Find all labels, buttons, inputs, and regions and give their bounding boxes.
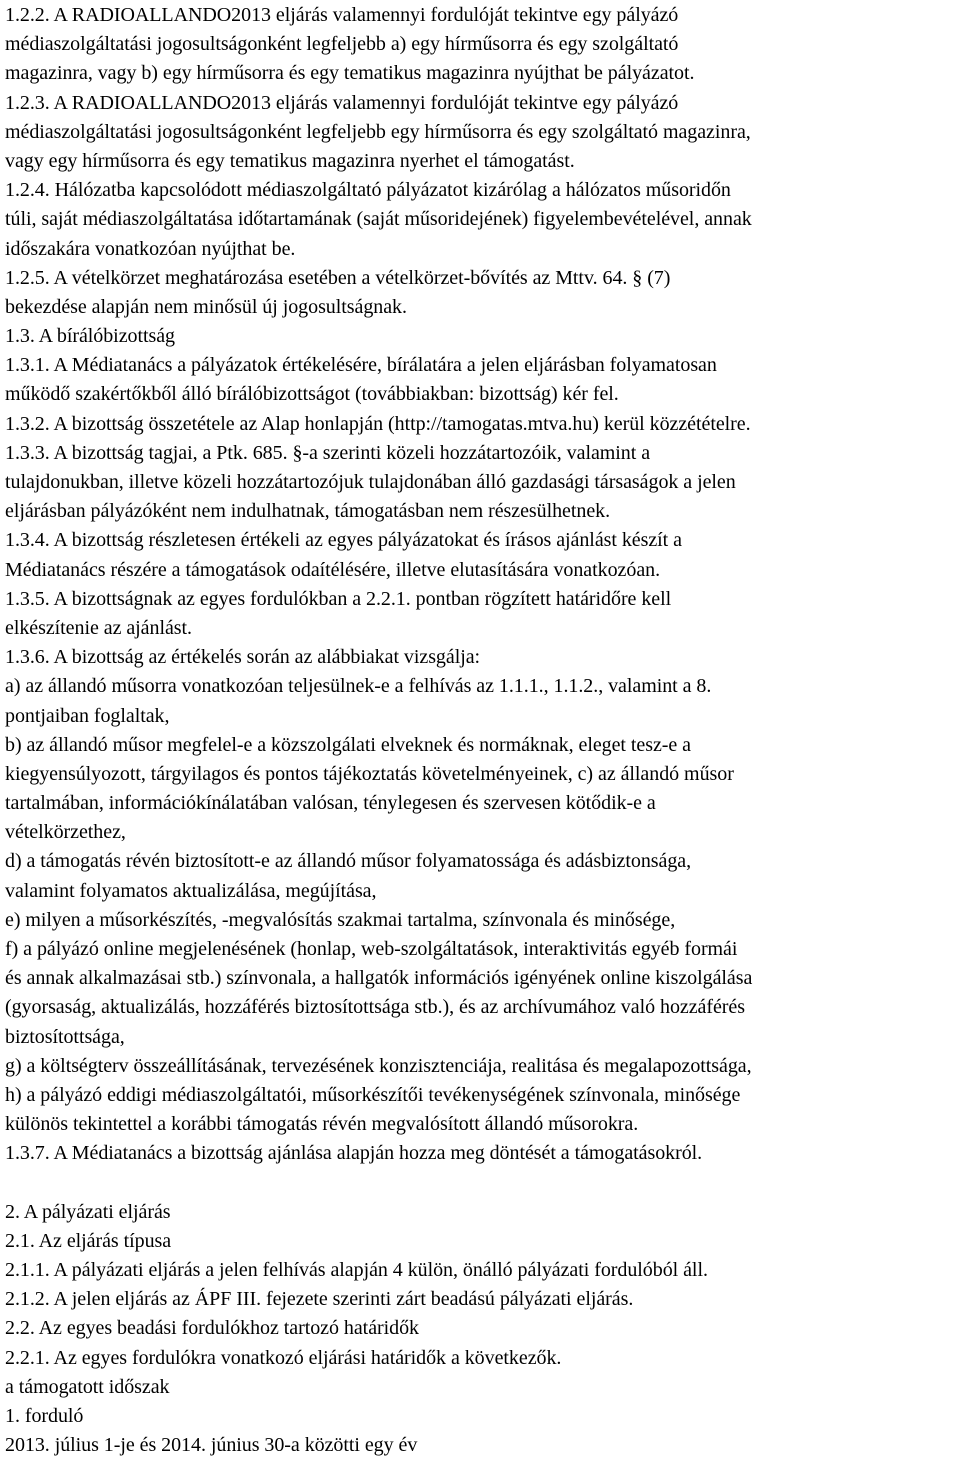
document-text-line: (gyorsaság, aktualizálás, hozzáférés biztosítottsága stb.), és az archívumához való hozzáférés	[5, 996, 745, 1019]
document-text-line: e) milyen a műsorkészítés, -megvalósítás szakmai tartalma, színvonala és minősége,	[5, 908, 676, 931]
document-text-line: és annak alkalmazásai stb.) színvonala, a hallgatók információs igényének online kiszolgálása	[5, 967, 753, 990]
document-text-line: 1.2.4. Hálózatba kapcsolódott médiaszolgáltató pályázatot kizárólag a hálózatos műsoridőn	[5, 179, 731, 202]
document-text-line: a) az állandó műsorra vonatkozóan teljesülnek-e a felhívás az 1.1.1., 1.1.2., valamint a 8.	[5, 675, 712, 698]
document-text-line: túli, saját médiaszolgáltatása időtartamának (saját műsoridejének) figyelembevételével, annak	[5, 208, 752, 231]
document-text-line: vételkörzethez,	[5, 821, 126, 844]
document-text-line: 1.3.2. A bizottság összetétele az Alap honlapján (http://tamogatas.mtva.hu) kerül közzétételre.	[5, 412, 751, 435]
document-text-line: pontjaiban foglaltak,	[5, 704, 170, 727]
document-text-line: elkészítenie az ajánlást.	[5, 616, 192, 639]
document-page	[5, 1, 957, 1460]
document-text-line: kiegyensúlyozott, tárgyilagos és pontos tájékoztatás követelményeinek, c) az állandó műsor	[5, 762, 734, 785]
document-text-line: tartalmában, információkínálatában valósan, ténylegesen és szervesen kötődik-e a	[5, 792, 656, 815]
document-text-line: időszakára vonatkozóan nyújthat be.	[5, 237, 296, 260]
document-text-line: 2.1. Az eljárás típusa	[5, 1229, 172, 1252]
document-text-line: eljárásban pályázóként nem indulhatnak, támogatásban nem részesülhetnek.	[5, 500, 611, 523]
blank-line	[5, 1169, 957, 1198]
document-text-line: h) a pályázó eddigi médiaszolgáltatói, műsorkészítői tevékenységének színvonala, minősége	[5, 1083, 741, 1106]
document-text-line: tulajdonukban, illetve közeli hozzátartozójuk tulajdonában álló gazdasági társaságok a jelen	[5, 471, 736, 493]
document-text-line: 1. forduló	[5, 1405, 84, 1427]
document-text-line: 1.3.4. A bizottság részletesen értékeli az egyes pályázatokat és írásos ajánlást készít a	[5, 529, 682, 552]
document-text-line: 1.2.5. A vételkörzet meghatározása esetében a vételkörzet-bővítés az Mttv. 64. § (7)	[5, 266, 671, 289]
document-text-line: különös tekintettel a korábbi támogatás révén megvalósított állandó műsorokra.	[5, 1113, 639, 1136]
document-text-line: a támogatott időszak	[5, 1375, 170, 1398]
document-text-line: 1.2.2. A RADIOALLANDO2013 eljárás valamennyi fordulóját tekintve egy pályázó	[5, 4, 679, 26]
document-text-line: 2.1.2. A jelen eljárás az ÁPF III. fejezete szerinti zárt beadású pályázati eljárás.	[5, 1288, 634, 1311]
document-text-line: 2.1.1. A pályázati eljárás a jelen felhívás alapján 4 külön, önálló pályázati fordulóból áll.	[5, 1259, 708, 1282]
document-text-line: f) a pályázó online megjelenésének (honlap, web-szolgáltatások, interaktivitás egyéb formái	[5, 938, 738, 960]
document-text-line: 2. A pályázati eljárás	[5, 1200, 171, 1223]
document-text-line: biztosítottsága,	[5, 1025, 125, 1048]
document-text-line: 1.3.1. A Médiatanács a pályázatok értékelésére, bírálatára a jelen eljárásban folyamatosan	[5, 354, 717, 377]
document-text-line: 1.3. A bírálóbizottság	[5, 325, 175, 348]
document-text-line: vagy egy hírműsorra és egy tematikus magazinra nyerhet el támogatást.	[5, 149, 575, 172]
document-text-line: 2013. július 1-je és 2014. június 30-a közötti egy év	[5, 1434, 418, 1457]
document-text-line: 2.2. Az egyes beadási fordulókhoz tartozó határidők	[5, 1317, 419, 1340]
document-text-line: 1.2.3. A RADIOALLANDO2013 eljárás valamennyi fordulóját tekintve egy pályázó	[5, 91, 679, 114]
document-text-line: Médiatanács részére a támogatások odaítélésére, illetve elutasítására vonatkozóan.	[5, 558, 661, 581]
document-text-line: médiaszolgáltatási jogosultságonként legfeljebb egy hírműsorra és egy szolgáltató magazinra,	[5, 120, 751, 143]
document-text-line: magazinra, vagy b) egy hírműsorra és egy tematikus magazinra nyújthat be pályázatot.	[5, 62, 695, 85]
document-text-line: 1.3.5. A bizottságnak az egyes fordulókban a 2.2.1. pontban rögzített határidőre kell	[5, 587, 672, 610]
document-text-line: 2.2.1. Az egyes fordulókra vonatkozó eljárási határidők a következők.	[5, 1346, 562, 1369]
document-text-line: valamint folyamatos aktualizálása, megújítása,	[5, 879, 377, 902]
document-text-line: d) a támogatás révén biztosított-e az állandó műsor folyamatossága és adásbiztonsága,	[5, 850, 692, 873]
document-text-line: g) a költségterv összeállításának, tervezésének konzisztenciája, realitása és megalapozottsága,	[5, 1054, 752, 1077]
document-text-line: bekezdése alapján nem minősül új jogosultságnak.	[5, 295, 407, 318]
document-text-line: 1.3.7. A Médiatanács a bizottság ajánlása alapján hozza meg döntését a támogatásokról.	[5, 1142, 703, 1165]
document-text-line: b) az állandó műsor megfelel-e a közszolgálati elveknek és normáknak, eleget tesz-e a	[5, 733, 691, 756]
document-text-line: 1.3.3. A bizottság tagjai, a Ptk. 685. §-a szerinti közeli hozzátartozóik, valamint a	[5, 441, 651, 464]
document-text-line: működő szakértőkből álló bírálóbizottságot (továbbiakban: bizottság) kér fel.	[5, 383, 619, 406]
document-text-line: médiaszolgáltatási jogosultságonként legfeljebb a) egy hírműsorra és egy szolgáltató	[5, 33, 679, 56]
document-text-line: 1.3.6. A bizottság az értékelés során az alábbiakat vizsgálja:	[5, 646, 481, 669]
